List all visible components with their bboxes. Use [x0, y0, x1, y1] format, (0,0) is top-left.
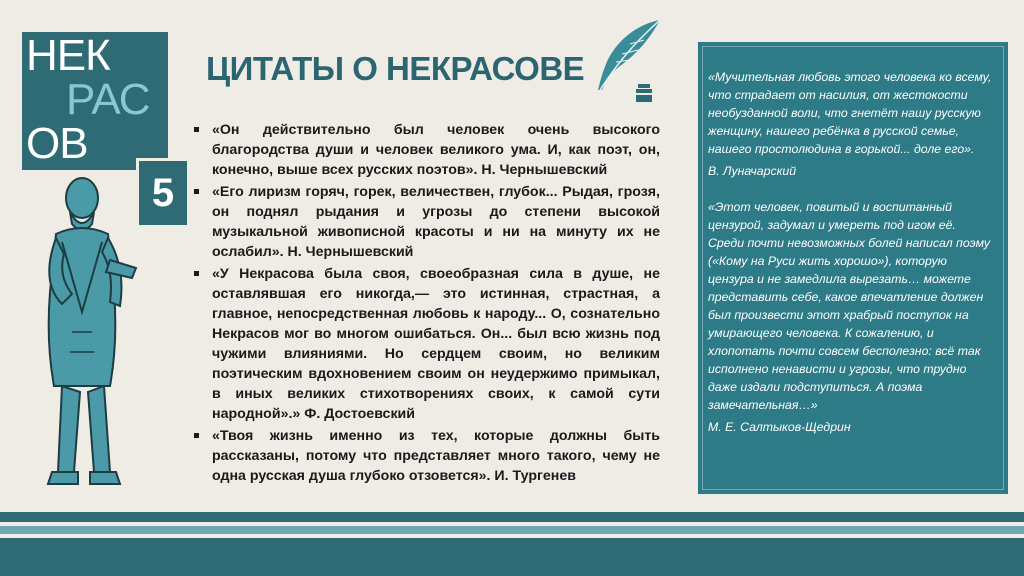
slide-number: 5	[136, 158, 190, 228]
quote-text: «Он действительно был человек очень высокого благородства души и человек великого ума. И, как поэт, он, конечно, выше всех русских поэтов». Н. Чернышевский	[212, 122, 660, 178]
sidebar-quote-author: М. Е. Салтыков-Щедрин	[708, 420, 851, 434]
footer-band-bottom	[0, 538, 1024, 576]
sidebar-quote-author: В. Луначарский	[708, 164, 797, 178]
nekrasov-figure-icon	[22, 172, 142, 502]
quote-item	[194, 120, 660, 180]
sidebar-quote: «Этот человек, повитый и воспитанный цензурой, задумал и умереть под игом её. Среди почти невозможных болей написал поэму («Кому на Руси жить хорошо»), которую цензура и не замедлила вырезать… можете представить себе, какое впечатление должен был произвести этот храбрый поступок на умирающего человека. К сожалению, и хлопотать почти совсем бесполезно: всё так исполнено ненависти и угрозы, что трудно даже издали подступиться. А поэма замечательная…»	[708, 200, 991, 412]
feather-icon	[586, 16, 666, 96]
quote-text: «У Некрасова была своя, своеобразная сила в душе, не оставлявшая его никогда,— это истинная, страстная, а главное, непосредственная любовь к народу... О, сознательно Некрасов мог во многом ошибаться. Он... был всю жизнь под чужими влияниями. Но сердцем своим, но великим поэтическим вдохновением своим он неудержимо примыкал, в иных великих стихотворениях своих, к самой сути народной».» Ф. Достоевский	[212, 266, 660, 422]
footer-band-light	[0, 526, 1024, 534]
bullet-icon	[194, 189, 199, 194]
sidebar-quotes-panel	[698, 42, 1008, 494]
logo-line-3: ОВ	[26, 119, 88, 168]
logo-line-1: НЕК	[26, 31, 110, 80]
footer-band-dark	[0, 512, 1024, 522]
quote-text: «Его лиризм горяч, горек, величествен, глубок... Рыдая, грозя, он поднял рыдания и угрозы до степени высокой музыкальной живописной красоты и ни на минуту их не ослабил». Н. Чернышевский	[212, 184, 660, 260]
quote-item	[194, 264, 660, 424]
sidebar-quote: «Мучительная любовь этого человека ко всему, что страдает от насилия, от жестокости необузданной воли, что гнетёт нашу русскую женщину, нашего ребёнка в русской семье, нашего простолюдина в горькой... доле его».	[708, 70, 992, 156]
logo-box	[22, 31, 175, 215]
bullet-icon	[194, 271, 199, 276]
quote-item	[194, 426, 660, 486]
bullet-icon	[194, 127, 199, 132]
quote-text: «Твоя жизнь именно из тех, которые должны быть рассказаны, потому что представляет много такого, чему не одна русская душа глубоко отзовется». И. Тургенев	[212, 428, 660, 484]
inkwell-icon	[636, 84, 652, 102]
bullet-icon	[194, 433, 199, 438]
quote-item	[194, 182, 660, 262]
logo-line-2: РАС	[66, 75, 150, 124]
quotes-list	[194, 120, 660, 488]
page-title: ЦИТАТЫ О НЕКРАСОВЕ	[206, 50, 585, 87]
